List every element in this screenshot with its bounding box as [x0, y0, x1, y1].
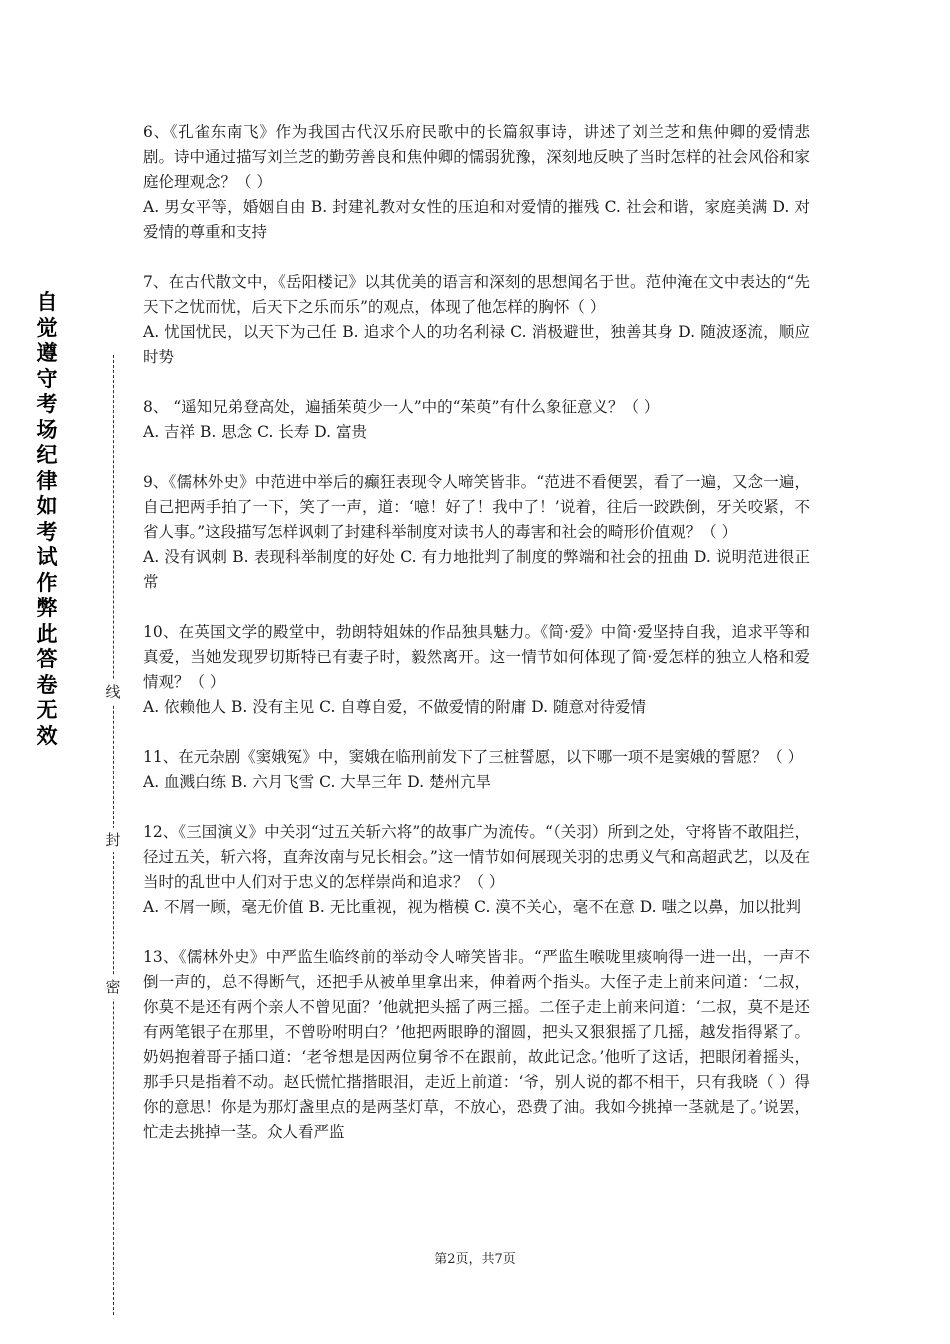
question-8 — [143, 395, 810, 445]
question-stem: 8、 “遥知兄弟登高处，遍插茱萸少一人”中的“茱萸”有什么象征意义？（ ） — [143, 398, 660, 416]
question-options: A. 忧国忧民，以天下为己任 B. 追求个人的功名利禄 C. 消极避世，独善其身 D. 随波逐流，顺应时势 — [143, 323, 810, 366]
seal-label-secret: 密 — [104, 975, 122, 999]
page-number: 第2页，共7页 — [434, 1252, 516, 1267]
seal-label-line: 线 — [104, 680, 122, 704]
exam-discipline-warning: 自觉遵守考场纪律如考试作弊此答卷无效 — [36, 290, 58, 748]
seal-label-seal: 封 — [104, 828, 122, 852]
question-stem: 12、《三国演义》中关羽“过五关斩六将”的故事广为流传。“（关羽）所到之处，守将皆不敢阻拦，径过五关，斩六将，直奔汝南与兄长相会。”这一情节如何展现关羽的忠勇义气和高超武艺，以及在当时的乱世中人们对于忠义的怎样崇尚和追求？（ ） — [143, 823, 810, 891]
question-7 — [143, 270, 810, 370]
question-12 — [143, 820, 810, 920]
question-10 — [143, 620, 810, 720]
question-options: A. 血溅白练 B. 六月飞雪 C. 大旱三年 D. 楚州亢旱 — [143, 773, 491, 791]
question-options: A. 不屑一顾，毫无价值 B. 无比重视，视为楷模 C. 漠不关心，毫不在意 D. 嗤之以鼻，加以批判 — [143, 898, 801, 916]
question-stem: 10、在英国文学的殿堂中，勃朗特姐妹的作品独具魅力。《简·爱》中简·爱坚持自我，追求平等和真爱，当她发现罗切斯特已有妻子时，毅然离开。这一情节如何体现了简·爱怎样的独立人格和爱情观？（ ） — [143, 623, 810, 691]
question-options: A. 依赖他人 B. 没有主见 C. 自尊自爱，不做爱情的附庸 D. 随意对待爱情 — [143, 698, 646, 716]
question-13 — [143, 945, 810, 1145]
question-stem: 9、《儒林外史》中范进中举后的癫狂表现令人啼笑皆非。“范进不看便罢，看了一遍，又念一遍，自己把两手拍了一下，笑了一声，道：‘噫！好了！我中了！’说着，往后一跤跌倒，牙关咬紧，不省人事。”这段描写怎样讽刺了封建科举制度对读书人的毒害和社会的畸形价值观？（ ） — [143, 473, 810, 541]
question-stem: 6、《孔雀东南飞》作为我国古代汉乐府民歌中的长篇叙事诗，讲述了刘兰芝和焦仲卿的爱情悲剧。诗中通过描写刘兰芝的勤劳善良和焦仲卿的懦弱犹豫，深刻地反映了当时怎样的社会风俗和家庭伦理观念？（ ） — [143, 123, 810, 191]
question-11 — [143, 745, 810, 795]
question-options: A. 没有讽刺 B. 表现科举制度的好处 C. 有力地批判了制度的弊端和社会的扭曲 D. 说明范进很正常 — [143, 548, 810, 591]
question-9 — [143, 470, 810, 595]
question-list — [143, 120, 810, 1170]
question-stem: 13、《儒林外史》中严监生临终前的举动令人啼笑皆非。“严监生喉咙里痰响得一进一出，一声不倒一声的，总不得断气，还把手从被单里拿出来，伸着两个指头。大侄子走上前来问道：‘二叔，你莫不是还有两个亲人不曾见面？’他就把头摇了两三摇。二侄子走上前来问道：‘二叔，莫不是还有两笔银子在那里，不曾吩咐明白？’他把两眼睁的溜圆，把头又狠狠摇了几摇，越发指得紧了。奶妈抱着哥子插口道：‘老爷想是因两位舅爷不在跟前，故此记念。’他听了这话，把眼闭着摇头，那手只是指着不动。赵氏慌忙揩揩眼泪，走近上前道：‘爷，别人说的都不相干，只有我晓（ ）得你的意思！你是为那灯盏里点的是两茎灯草，不放心，恐费了油。我如今挑掉一茎就是了。’说罢，忙走去挑掉一茎。众人看严监 — [143, 948, 810, 1141]
question-options: A. 男女平等，婚姻自由 B. 封建礼教对女性的压迫和对爱情的摧残 C. 社会和谐，家庭美满 D. 对爱情的尊重和支持 — [143, 198, 810, 241]
question-6 — [143, 120, 810, 245]
question-stem: 11、在元杂剧《窦娥冤》中，窦娥在临刑前发下了三桩誓愿，以下哪一项不是窦娥的誓愿？（ ） — [143, 748, 804, 766]
question-stem: 7、在古代散文中，《岳阳楼记》以其优美的语言和深刻的思想闻名于世。范仲淹在文中表达的“先天下之忧而忧，后天下之乐而乐”的观点，体现了他怎样的胸怀（ ） — [143, 273, 810, 316]
question-options: A. 吉祥 B. 思念 C. 长寿 D. 富贵 — [143, 423, 367, 441]
